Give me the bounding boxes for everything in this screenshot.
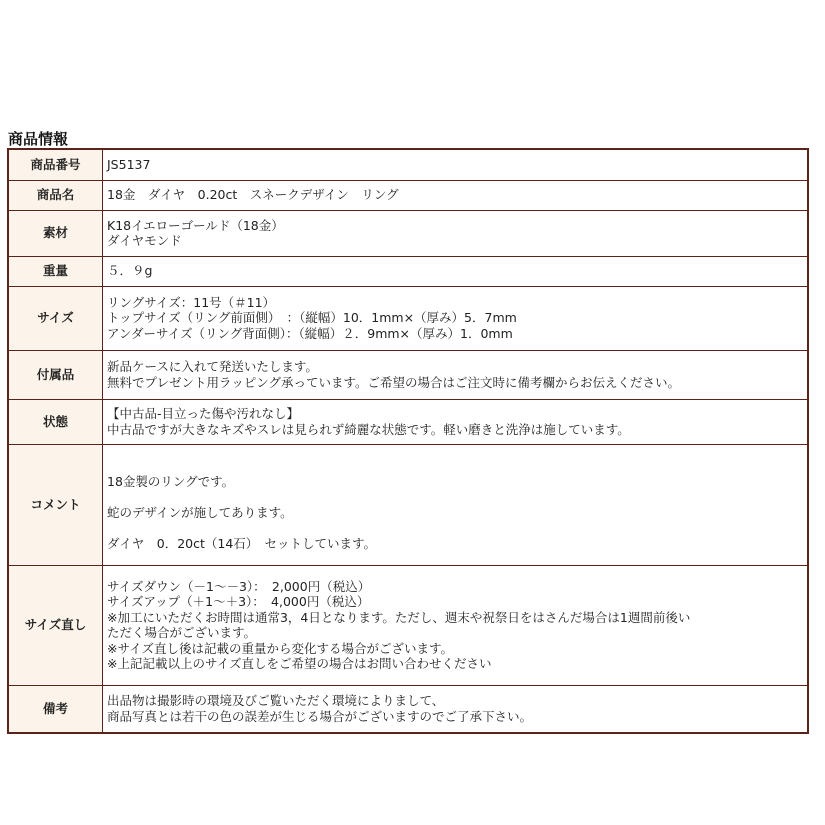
value-line: JS5137 [107,157,151,172]
value-line: サイズダウン（－1～－3）： 2,000円（税込） [107,578,371,594]
value-line: ダイヤモンド [107,233,182,248]
value-line: ただく場合がございます。 [107,625,257,640]
row-label: 商品名 [8,180,103,210]
value-line: 18金 ダイヤ 0.20ct スネークデザイン リング [107,187,399,203]
table-row [8,565,808,685]
value-line: 新品ケースに入れて発送いたします。 [107,359,318,374]
row-value [103,685,809,733]
row-value [103,444,809,565]
value-line: サイズアップ（＋1～＋3）： 4,000円（税込） [107,594,370,609]
table-row [8,444,808,565]
table-row [8,149,808,180]
value-line: ※加工にいただくお時間は通常3，4日となります。ただし、週末や祝祭日をはさんだ場合は1週間前後い [107,609,691,625]
row-label: サイズ [8,286,103,350]
value-line [107,520,803,536]
value-line: 中古品ですが大きなキズやスレは見られず綺麗な状態です。軽い磨きと洗浄は施しています。 [107,421,630,437]
value-line: トップサイズ（リング前面側） ：（縦幅）10．1mm×（厚み）5．7mm [107,310,517,326]
row-value [103,399,809,444]
value-line [107,489,803,505]
row-label: 状態 [8,399,103,444]
row-value [103,565,809,685]
row-value [103,286,809,350]
table-row [8,210,808,256]
value-line: アンダーサイズ（リング背面側）：（縦幅）２．9mm×（厚み）1．0mm [107,325,513,341]
value-line: ダイヤ 0．20ct（14石） セットしています。 [107,535,377,551]
table-row [8,180,808,210]
row-value [103,350,809,399]
value-line: 18金製のリングです。 [107,473,235,489]
table-row [8,685,808,733]
row-value [103,180,809,210]
row-label: 備考 [8,685,103,733]
row-label: 素材 [8,210,103,256]
table-row [8,286,808,350]
product-info-table [7,148,809,734]
value-line: 無料でプレゼント用ラッピング承っています。ご希望の場合はご注文時に備考欄からお伝えください。 [107,374,681,390]
value-line: ５．９g [107,263,153,279]
value-line: 出品物は撮影時の環境及びご覧いただく環境によりまして、 [107,693,445,709]
row-value [103,256,809,286]
value-line: 商品写真とは若干の色の誤差が生じる場合がございますのでご了承下さい。 [107,708,533,724]
value-line: ※上記記載以上のサイズ直しをご希望の場合はお問い合わせください [107,656,492,671]
value-line: K18イエローゴールド（18金） [107,217,284,233]
table-row [8,399,808,444]
table-row [8,350,808,399]
value-line [107,458,803,474]
row-label: 重量 [8,256,103,286]
value-line: ※サイズ直し後は記載の重量から変化する場合がございます。 [107,640,453,656]
row-value [103,210,809,256]
value-line: リングサイズ：11号（＃11） [107,294,276,310]
section-title: 商品情報 [8,130,69,148]
value-line: 蛇のデザインが施してあります。 [107,504,293,520]
row-label: コメント [8,444,103,565]
value-line: 【中古品-目立った傷や汚れなし】 [107,406,300,421]
row-value [103,149,809,180]
table-row [8,256,808,286]
row-label: 付属品 [8,350,103,399]
row-label: サイズ直し [8,565,103,685]
row-label: 商品番号 [8,149,103,180]
